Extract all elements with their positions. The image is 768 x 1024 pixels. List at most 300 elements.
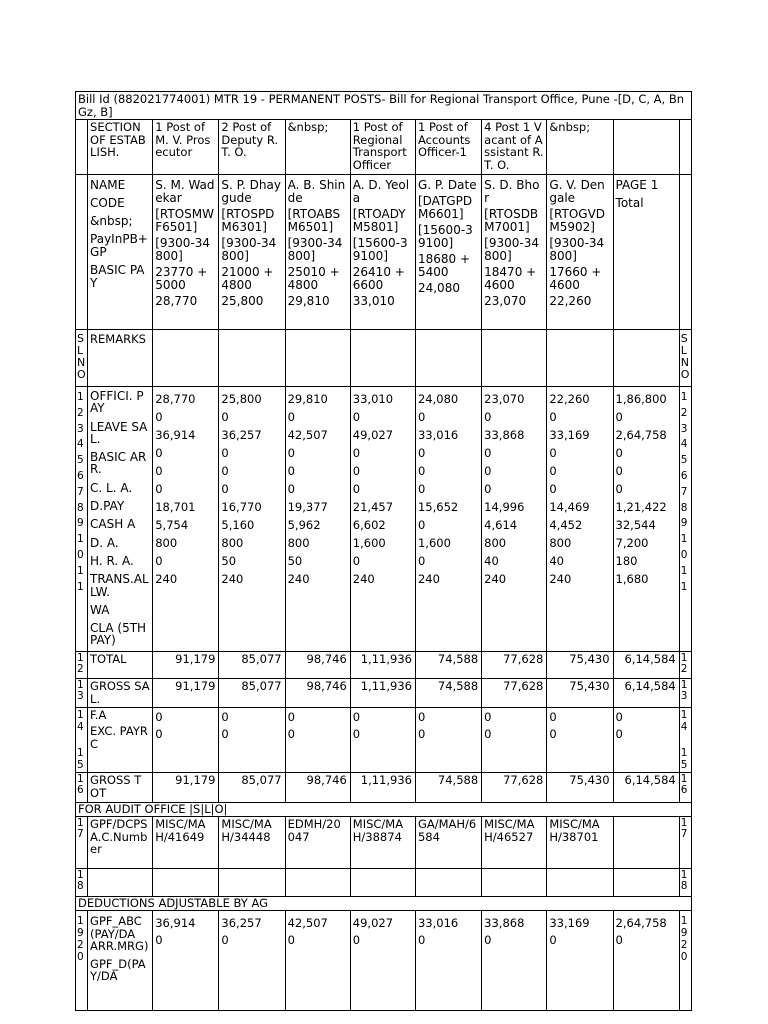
blank-cell: [679, 175, 691, 330]
row-num: 7: [680, 485, 688, 498]
account-number: MISC/MAH/38874: [350, 817, 415, 869]
row-num: 9: [680, 517, 688, 530]
post-header: &nbsp;: [547, 120, 613, 175]
value: 98,746: [285, 679, 350, 708]
value: 0: [549, 710, 557, 724]
employee-name: G. V. Dengale: [549, 178, 605, 205]
account-number: MISC/MAH/46527: [482, 817, 547, 869]
allowance-label: TRANS.ALLW.: [90, 572, 149, 599]
remarks-cell: [219, 330, 285, 387]
value: 14,996: [484, 500, 525, 514]
blank-cell: [613, 869, 679, 897]
total-row: [76, 652, 692, 679]
value: 800: [287, 536, 310, 550]
value: 6,14,584: [613, 773, 679, 803]
value-cell: [153, 911, 219, 1011]
bill-title: Bill Id (882021774001) MTR 19 - PERMANENT POSTS- Bill for Regional Transport Office, Pune -[D, C, A, BnGz, B]: [76, 92, 692, 120]
value: 0: [417, 482, 426, 496]
value: 24,080: [417, 392, 459, 406]
value: 0: [549, 446, 557, 460]
value: 1,680: [615, 572, 649, 586]
employee-code: [RTOSDBM7001]: [484, 207, 539, 234]
gross-sal-row: [76, 679, 692, 708]
value: 5,962: [287, 518, 321, 532]
gpf-account-row: [76, 817, 692, 869]
value: 22,260: [549, 392, 590, 406]
value: 1,600: [417, 536, 451, 550]
employee-code: [RTOADYM5801]: [352, 207, 406, 234]
section-row: [76, 120, 692, 175]
value: 0: [287, 710, 295, 724]
employee-code: [DATGPDM6601]: [417, 194, 473, 221]
value: 91,179: [153, 679, 219, 708]
row-num: 13: [76, 679, 88, 708]
page-label: PAGE 1: [615, 178, 659, 192]
value: 33,169: [549, 428, 590, 442]
basic-pay: 24,080: [417, 281, 460, 295]
value: 0: [352, 933, 361, 947]
allowance-label: OFFICI. PAY: [90, 389, 144, 416]
value: 0: [155, 464, 163, 478]
value: 0: [352, 464, 361, 478]
value: 0: [549, 727, 557, 741]
post-header: &nbsp;: [285, 120, 350, 175]
pay-band: [9300-34800]: [287, 236, 343, 263]
value: 36,914: [155, 428, 196, 442]
value: 15,652: [417, 500, 459, 514]
employee-cell: [415, 175, 481, 330]
value: 4,452: [549, 518, 583, 532]
account-number: [613, 817, 679, 869]
value: 0: [155, 410, 163, 424]
nbsp-label: &nbsp;: [90, 214, 133, 228]
value: 1,21,422: [615, 500, 667, 514]
pay-band: [9300-34800]: [484, 236, 539, 263]
value: 32,544: [615, 518, 656, 532]
value: 0: [155, 710, 163, 724]
allowance-label: LEAVE SAL.: [90, 419, 148, 446]
row-num: 14: [77, 709, 84, 733]
value: 29,810: [287, 392, 328, 406]
pay-plus-gp: 23770 + 5000: [155, 265, 208, 292]
row-label: EXC. PAYRC: [90, 724, 148, 751]
blank-cell: [547, 869, 613, 897]
value: 18,701: [155, 500, 196, 514]
value: 0: [155, 446, 163, 460]
allowance-labels: [88, 387, 153, 652]
page-total-cell: [613, 175, 679, 330]
pay-plus-gp: 26410 + 6600: [352, 265, 405, 292]
value: 28,770: [155, 392, 196, 406]
row-label: GPF_D(PAY/DA: [90, 956, 146, 983]
account-number: MISC/MAH/38701: [547, 817, 613, 869]
allowance-values: [350, 387, 415, 652]
value: 75,430: [547, 773, 613, 803]
value: 0: [352, 727, 361, 741]
pay-plus-gp: 18680 + 5400: [417, 252, 471, 279]
employee-cell: [547, 175, 613, 330]
allowance-numbers-right: [679, 387, 691, 652]
employee-code: [RTOSPDM6301]: [221, 207, 275, 234]
section-label: SECTION OF ESTABLISH.: [88, 120, 153, 175]
value: 2,64,758: [615, 916, 667, 930]
value: 0: [287, 482, 295, 496]
value-cell: [415, 708, 481, 773]
value-cell: [350, 911, 415, 1011]
value: 0: [417, 410, 426, 424]
row-num: 7: [77, 485, 84, 498]
row-num: 3: [680, 422, 688, 435]
allowance-values: [219, 387, 285, 652]
bill-sheet: [75, 91, 692, 1021]
value: 0: [221, 933, 229, 947]
row-num: 8: [77, 501, 84, 514]
value: 5,160: [221, 518, 255, 532]
blank-cell: [76, 120, 88, 175]
employee-cell: [219, 175, 285, 330]
allowance-label: WA: [90, 602, 110, 617]
value: 77,628: [482, 652, 547, 679]
allowance-label: H. R. A.: [90, 553, 134, 568]
employee-cell: [482, 175, 547, 330]
pay-band: [9300-34800]: [221, 236, 277, 263]
value: 0: [615, 727, 623, 741]
value: 49,027: [352, 428, 394, 442]
gross-tot-row: [76, 773, 692, 803]
basic-pay: 22,260: [549, 294, 592, 308]
allowance-values: [415, 387, 481, 652]
value-cell: [153, 708, 219, 773]
value: 19,377: [287, 500, 328, 514]
total-label: Total: [615, 196, 644, 210]
blank-cell: [88, 869, 153, 897]
pay-band: [15600-39100]: [352, 236, 408, 263]
value-cell: [613, 708, 679, 773]
value: 0: [484, 710, 492, 724]
row-nums: [679, 911, 691, 1011]
value: 0: [352, 410, 361, 424]
value: 0: [549, 410, 557, 424]
post-header: 2 Post of Deputy R. T. O.: [219, 120, 285, 175]
row-num: 18: [679, 869, 691, 897]
value: 240: [352, 572, 375, 586]
value: 0: [484, 464, 492, 478]
employee-code: [RTOABSM6501]: [287, 207, 341, 234]
value: 0: [484, 446, 492, 460]
value: 240: [549, 572, 572, 586]
value: 0: [287, 446, 295, 460]
row-num: 18: [76, 869, 88, 897]
row-num: 14: [680, 709, 688, 733]
value: 49,027: [352, 916, 394, 930]
blank-cell: [679, 120, 691, 175]
post-header: 1 Post of Regional Transport Officer: [350, 120, 415, 175]
value: 0: [417, 518, 426, 532]
employee-cell: [350, 175, 415, 330]
blank-cell: [285, 869, 350, 897]
value: 0: [155, 933, 163, 947]
post-header: [613, 120, 679, 175]
basic-pay-label: BASIC PAY: [90, 263, 145, 290]
remarks-cell: [482, 330, 547, 387]
employee-cell: [153, 175, 219, 330]
value: 0: [287, 933, 295, 947]
value: 0: [615, 410, 623, 424]
row-18: [76, 869, 692, 897]
row-labels: [88, 911, 153, 1011]
value: 0: [155, 554, 163, 568]
employee-name: S. P. Dhaygude: [221, 178, 281, 205]
value: 85,077: [219, 679, 285, 708]
value: 36,257: [221, 428, 262, 442]
account-number: MISC/MAH/41649: [153, 817, 219, 869]
value: 50: [221, 554, 237, 568]
value: 33,016: [417, 916, 459, 930]
value: 0: [417, 710, 426, 724]
value: 1,600: [352, 536, 386, 550]
row-num: 6: [680, 469, 688, 482]
allowance-label: D.PAY: [90, 499, 125, 514]
value: 75,430: [547, 679, 613, 708]
pay-plus-gp: 25010 + 4800: [287, 265, 340, 292]
deductions-heading: DEDUCTIONS ADJUSTABLE BY AG: [76, 897, 692, 911]
value: 74,588: [415, 773, 481, 803]
value: 42,507: [287, 916, 328, 930]
remarks-cell: [153, 330, 219, 387]
value: 91,179: [153, 652, 219, 679]
row-nums: [76, 708, 88, 773]
post-header: 4 Post 1 Vacant of Assistant R. T. O.: [482, 120, 547, 175]
value: 85,077: [219, 652, 285, 679]
row-num: 12: [679, 652, 691, 679]
value: 1,11,936: [350, 773, 415, 803]
value: 800: [549, 536, 572, 550]
employee-name: A. D. Yeola: [352, 178, 410, 205]
employee-code: [RTOSMWF6501]: [155, 207, 214, 234]
value: 240: [155, 572, 178, 586]
value-cell: [482, 911, 547, 1011]
value: 0: [352, 482, 361, 496]
value: 0: [287, 464, 295, 478]
row-num: 6: [77, 469, 84, 482]
value: 0: [221, 446, 229, 460]
employee-code: [RTOGVDM5902]: [549, 207, 606, 234]
row-nums: [76, 911, 88, 1011]
remarks-cell: [613, 330, 679, 387]
basic-pay: 29,810: [287, 294, 330, 308]
row-num: 17: [76, 817, 88, 869]
employee-name: A. B. Shinde: [287, 178, 346, 205]
allowance-label: CLA (5TH PAY): [90, 621, 147, 648]
value-cell: [219, 708, 285, 773]
value: 0: [155, 727, 163, 741]
value: 98,746: [285, 773, 350, 803]
row-num: 13: [679, 679, 691, 708]
value: 0: [155, 482, 163, 496]
value: 0: [221, 410, 229, 424]
value: 98,746: [285, 652, 350, 679]
row-labels: [88, 708, 153, 773]
post-header: 1 Post of M. V. Prosecutor: [153, 120, 219, 175]
row-num: 19: [77, 915, 84, 939]
value: 77,628: [482, 679, 547, 708]
row-num: 3: [77, 422, 84, 435]
remarks-cell: [285, 330, 350, 387]
allowances-row: [76, 387, 692, 652]
value: 1,11,936: [350, 652, 415, 679]
row-num: 15: [680, 747, 688, 771]
value: 0: [484, 727, 492, 741]
blank-cell: [76, 175, 88, 330]
blank-cell: [219, 869, 285, 897]
account-number: GA/MAH/6584: [415, 817, 481, 869]
row-label: GPF/DCPS A.C.Number: [88, 817, 153, 869]
allowance-numbers: [76, 387, 88, 652]
row-num: 12: [76, 652, 88, 679]
value: 0: [417, 446, 426, 460]
value: 0: [615, 482, 623, 496]
value: 0: [615, 933, 623, 947]
value: 7,200: [615, 536, 649, 550]
audit-heading: FOR AUDIT OFFICE |S|L|O|: [76, 803, 692, 817]
value: 240: [287, 572, 310, 586]
row-num: 4: [680, 438, 688, 451]
row-num: 20: [680, 939, 688, 963]
value-cell: [415, 911, 481, 1011]
value: 6,14,584: [613, 679, 679, 708]
value: 74,588: [415, 652, 481, 679]
pay-band: [9300-34800]: [549, 236, 605, 263]
allowance-values: [547, 387, 613, 652]
value: 33,868: [484, 916, 525, 930]
account-number: MISC/MAH/34448: [219, 817, 285, 869]
value: 40: [549, 554, 564, 568]
value: 800: [155, 536, 178, 550]
value: 33,016: [417, 428, 459, 442]
sl-no-label: SLNO: [679, 330, 691, 387]
remarks-cell: [547, 330, 613, 387]
sl-no-label: SLNO: [76, 330, 88, 387]
allowance-label: C. L. A.: [90, 480, 133, 495]
value: 800: [484, 536, 507, 550]
value: 240: [484, 572, 507, 586]
value: 0: [484, 933, 492, 947]
value: 77,628: [482, 773, 547, 803]
basic-pay: 33,010: [352, 294, 395, 308]
value: 6,14,584: [613, 652, 679, 679]
row-num: 15: [77, 747, 84, 771]
row-label: F.A: [90, 708, 107, 722]
row-num: 11: [77, 564, 84, 593]
value: 33,868: [484, 428, 525, 442]
employee-name: S. M. Wadekar: [155, 178, 215, 205]
row-num: 5: [77, 454, 84, 467]
value: 85,077: [219, 773, 285, 803]
row-label: GROSS TOT: [88, 773, 153, 803]
allowance-values: [153, 387, 219, 652]
value: 0: [352, 710, 361, 724]
pay-band: [15600-39100]: [417, 223, 473, 250]
basic-pay: 28,770: [155, 294, 198, 308]
value-cell: [350, 708, 415, 773]
value: 6,602: [352, 518, 386, 532]
salary-bill-table: [75, 91, 692, 1011]
row-label: GROSS SAL.: [88, 679, 153, 708]
pay-plus-gp: 17660 + 4600: [549, 265, 602, 292]
value-cell: [482, 708, 547, 773]
value: 74,588: [415, 679, 481, 708]
value: 0: [549, 933, 557, 947]
code-label: CODE: [90, 196, 125, 210]
blank-cell: [482, 869, 547, 897]
value: 0: [221, 710, 229, 724]
employee-row: [76, 175, 692, 330]
value: 21,457: [352, 500, 394, 514]
value: 1,86,800: [615, 392, 667, 406]
value-cell: [547, 911, 613, 1011]
value: 0: [352, 554, 361, 568]
value: 33,010: [352, 392, 394, 406]
pay-plus-gp: 18470 + 4600: [484, 265, 537, 292]
employee-name: S. D. Bhor: [484, 178, 540, 205]
blank-cell: [153, 869, 219, 897]
payinpb-label: PayInPB+ GP: [90, 232, 148, 259]
row-label: GPF_ABC(PAY/DA: [90, 914, 142, 941]
row-num: 16: [679, 773, 691, 803]
basic-pay: 25,800: [221, 294, 264, 308]
post-header: 1 Post of Accounts Officer-1: [415, 120, 481, 175]
value-cell: [613, 911, 679, 1011]
row-num: 16: [76, 773, 88, 803]
allowance-label: D. A.: [90, 535, 119, 550]
value: 1,11,936: [350, 679, 415, 708]
remarks-cell: [415, 330, 481, 387]
value: 240: [417, 572, 440, 586]
row-num: 2: [680, 406, 688, 419]
allowance-label: BASIC ARR.: [90, 450, 147, 477]
value: 0: [615, 446, 623, 460]
value: 0: [484, 410, 492, 424]
value: 16,770: [221, 500, 262, 514]
value: 0: [417, 464, 426, 478]
value: 0: [417, 727, 426, 741]
blank-cell: [415, 869, 481, 897]
pay-plus-gp: 21000 + 4800: [221, 265, 274, 292]
value: 240: [221, 572, 244, 586]
value: 36,257: [221, 916, 262, 930]
value: 0: [352, 446, 361, 460]
value: 0: [221, 482, 229, 496]
value: 0: [417, 554, 426, 568]
value: 800: [221, 536, 244, 550]
row-label: TOTAL: [88, 652, 153, 679]
value: 0: [549, 464, 557, 478]
value: 0: [221, 464, 229, 478]
row-num: 9: [77, 517, 84, 530]
value: 36,914: [155, 916, 196, 930]
value: 25,800: [221, 392, 262, 406]
allowance-label: CASH A: [90, 517, 136, 532]
value: 33,169: [549, 916, 590, 930]
allowance-values: [482, 387, 547, 652]
allowance-totals: [613, 387, 679, 652]
value: 2,64,758: [615, 428, 667, 442]
allowance-values: [285, 387, 350, 652]
value: 0: [287, 727, 295, 741]
pay-band: [9300-34800]: [155, 236, 211, 263]
value: 5,754: [155, 518, 189, 532]
value: 0: [549, 482, 557, 496]
